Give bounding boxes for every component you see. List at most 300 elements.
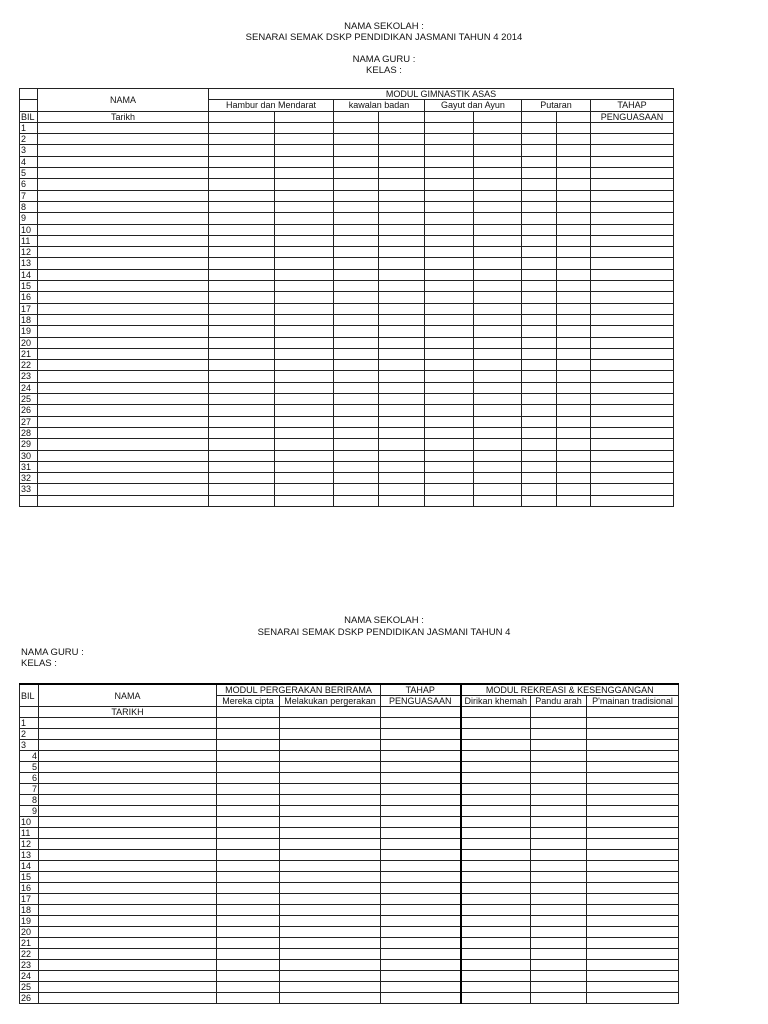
student-name-cell[interactable] [39, 817, 217, 828]
skill-check-cell[interactable] [209, 360, 275, 371]
skill-check-cell[interactable] [461, 927, 531, 938]
skill-check-cell[interactable] [474, 450, 522, 461]
skill-check-cell[interactable] [461, 883, 531, 894]
student-name-cell[interactable] [39, 894, 217, 905]
skill-check-cell[interactable] [587, 960, 679, 971]
student-name-cell[interactable] [38, 303, 209, 314]
skill-check-cell[interactable] [334, 235, 379, 246]
student-name-cell[interactable] [38, 461, 209, 472]
skill-check-cell[interactable] [280, 817, 381, 828]
skill-check-cell[interactable] [531, 784, 587, 795]
date-cell[interactable] [461, 707, 531, 718]
skill-check-cell[interactable] [425, 439, 474, 450]
skill-check-cell[interactable] [209, 179, 275, 190]
skill-check-cell[interactable] [280, 905, 381, 916]
tahap-cell[interactable] [591, 461, 674, 472]
tahap-cell[interactable] [381, 795, 461, 806]
student-name-cell[interactable] [39, 718, 217, 729]
skill-check-cell[interactable] [461, 872, 531, 883]
skill-check-cell[interactable] [379, 224, 425, 235]
skill-check-cell[interactable] [425, 145, 474, 156]
skill-check-cell[interactable] [522, 450, 557, 461]
skill-check-cell[interactable] [379, 179, 425, 190]
skill-check-cell[interactable] [209, 213, 275, 224]
skill-check-cell[interactable] [379, 484, 425, 495]
skill-check-cell[interactable] [209, 122, 275, 133]
skill-check-cell[interactable] [461, 894, 531, 905]
skill-check-cell[interactable] [275, 382, 334, 393]
skill-check-cell[interactable] [587, 828, 679, 839]
skill-check-cell[interactable] [334, 134, 379, 145]
skill-check-cell[interactable] [217, 938, 280, 949]
skill-check-cell[interactable] [280, 927, 381, 938]
skill-check-cell[interactable] [425, 122, 474, 133]
skill-check-cell[interactable] [557, 190, 591, 201]
skill-check-cell[interactable] [280, 971, 381, 982]
skill-check-cell[interactable] [209, 473, 275, 484]
tahap-cell[interactable] [381, 729, 461, 740]
skill-check-cell[interactable] [522, 416, 557, 427]
student-name-cell[interactable] [39, 828, 217, 839]
skill-check-cell[interactable] [217, 839, 280, 850]
tahap-cell[interactable] [591, 145, 674, 156]
tahap-cell[interactable] [591, 235, 674, 246]
student-name-cell[interactable] [38, 337, 209, 348]
skill-check-cell[interactable] [275, 348, 334, 359]
tahap-cell[interactable] [591, 190, 674, 201]
skill-check-cell[interactable] [275, 337, 334, 348]
skill-check-cell[interactable] [209, 371, 275, 382]
tahap-cell[interactable] [591, 122, 674, 133]
skill-check-cell[interactable] [275, 258, 334, 269]
skill-check-cell[interactable] [474, 337, 522, 348]
skill-check-cell[interactable] [209, 201, 275, 212]
skill-check-cell[interactable] [275, 292, 334, 303]
skill-check-cell[interactable] [379, 337, 425, 348]
date-cell[interactable] [557, 111, 591, 122]
skill-check-cell[interactable] [217, 916, 280, 927]
skill-check-cell[interactable] [474, 461, 522, 472]
skill-check-cell[interactable] [531, 795, 587, 806]
skill-check-cell[interactable] [217, 817, 280, 828]
skill-check-cell[interactable] [217, 982, 280, 993]
student-name-cell[interactable] [38, 326, 209, 337]
tahap-cell[interactable] [591, 281, 674, 292]
skill-check-cell[interactable] [557, 360, 591, 371]
tahap-cell[interactable] [591, 258, 674, 269]
skill-check-cell[interactable] [334, 145, 379, 156]
skill-check-cell[interactable] [461, 817, 531, 828]
skill-check-cell[interactable] [275, 213, 334, 224]
skill-check-cell[interactable] [474, 303, 522, 314]
skill-check-cell[interactable] [522, 201, 557, 212]
date-cell[interactable] [379, 111, 425, 122]
skill-check-cell[interactable] [474, 348, 522, 359]
tahap-cell[interactable] [381, 883, 461, 894]
student-name-cell[interactable] [38, 168, 209, 179]
skill-check-cell[interactable] [334, 224, 379, 235]
skill-check-cell[interactable] [474, 213, 522, 224]
skill-check-cell[interactable] [425, 179, 474, 190]
skill-check-cell[interactable] [209, 156, 275, 167]
skill-check-cell[interactable] [461, 949, 531, 960]
skill-check-cell[interactable] [379, 495, 425, 506]
skill-check-cell[interactable] [280, 872, 381, 883]
skill-check-cell[interactable] [425, 450, 474, 461]
tahap-cell[interactable] [591, 156, 674, 167]
skill-check-cell[interactable] [522, 427, 557, 438]
skill-check-cell[interactable] [334, 371, 379, 382]
tahap-cell[interactable] [381, 938, 461, 949]
student-name-cell[interactable] [38, 145, 209, 156]
skill-check-cell[interactable] [461, 773, 531, 784]
skill-check-cell[interactable] [522, 292, 557, 303]
student-name-cell[interactable] [38, 405, 209, 416]
skill-check-cell[interactable] [522, 156, 557, 167]
skill-check-cell[interactable] [334, 495, 379, 506]
student-name-cell[interactable] [38, 247, 209, 258]
skill-check-cell[interactable] [425, 405, 474, 416]
skill-check-cell[interactable] [474, 473, 522, 484]
skill-check-cell[interactable] [217, 949, 280, 960]
tahap-cell[interactable] [381, 905, 461, 916]
skill-check-cell[interactable] [522, 348, 557, 359]
student-name-cell[interactable] [38, 450, 209, 461]
tahap-cell[interactable] [591, 360, 674, 371]
skill-check-cell[interactable] [461, 828, 531, 839]
skill-check-cell[interactable] [209, 269, 275, 280]
skill-check-cell[interactable] [425, 281, 474, 292]
skill-check-cell[interactable] [557, 235, 591, 246]
skill-check-cell[interactable] [474, 371, 522, 382]
skill-check-cell[interactable] [522, 326, 557, 337]
student-name-cell[interactable] [39, 960, 217, 971]
student-name-cell[interactable] [38, 190, 209, 201]
skill-check-cell[interactable] [557, 484, 591, 495]
skill-check-cell[interactable] [474, 168, 522, 179]
skill-check-cell[interactable] [217, 960, 280, 971]
student-name-cell[interactable] [38, 360, 209, 371]
skill-check-cell[interactable] [379, 326, 425, 337]
tahap-cell[interactable] [591, 213, 674, 224]
student-name-cell[interactable] [38, 281, 209, 292]
skill-check-cell[interactable] [587, 718, 679, 729]
skill-check-cell[interactable] [280, 949, 381, 960]
skill-check-cell[interactable] [522, 281, 557, 292]
skill-check-cell[interactable] [334, 394, 379, 405]
skill-check-cell[interactable] [275, 427, 334, 438]
student-name-cell[interactable] [38, 134, 209, 145]
skill-check-cell[interactable] [587, 751, 679, 762]
tahap-cell[interactable] [381, 828, 461, 839]
skill-check-cell[interactable] [334, 269, 379, 280]
skill-check-cell[interactable] [379, 213, 425, 224]
skill-check-cell[interactable] [522, 382, 557, 393]
skill-check-cell[interactable] [425, 473, 474, 484]
skill-check-cell[interactable] [531, 773, 587, 784]
skill-check-cell[interactable] [557, 348, 591, 359]
skill-check-cell[interactable] [557, 168, 591, 179]
skill-check-cell[interactable] [587, 872, 679, 883]
skill-check-cell[interactable] [334, 247, 379, 258]
student-name-cell[interactable] [38, 382, 209, 393]
skill-check-cell[interactable] [379, 190, 425, 201]
skill-check-cell[interactable] [425, 292, 474, 303]
student-name-cell[interactable] [38, 269, 209, 280]
student-name-cell[interactable] [39, 872, 217, 883]
skill-check-cell[interactable] [280, 718, 381, 729]
skill-check-cell[interactable] [217, 850, 280, 861]
tahap-cell[interactable] [591, 371, 674, 382]
skill-check-cell[interactable] [522, 224, 557, 235]
skill-check-cell[interactable] [474, 484, 522, 495]
tahap-cell[interactable] [381, 773, 461, 784]
skill-check-cell[interactable] [557, 371, 591, 382]
skill-check-cell[interactable] [379, 145, 425, 156]
skill-check-cell[interactable] [425, 461, 474, 472]
skill-check-cell[interactable] [522, 122, 557, 133]
tahap-cell[interactable] [591, 314, 674, 325]
skill-check-cell[interactable] [587, 993, 679, 1004]
skill-check-cell[interactable] [557, 292, 591, 303]
student-name-cell[interactable] [38, 416, 209, 427]
skill-check-cell[interactable] [275, 405, 334, 416]
skill-check-cell[interactable] [587, 729, 679, 740]
student-name-cell[interactable] [39, 784, 217, 795]
skill-check-cell[interactable] [522, 439, 557, 450]
tahap-cell[interactable] [381, 894, 461, 905]
date-cell[interactable] [275, 111, 334, 122]
skill-check-cell[interactable] [557, 314, 591, 325]
skill-check-cell[interactable] [531, 861, 587, 872]
student-name-cell[interactable] [39, 916, 217, 927]
skill-check-cell[interactable] [379, 473, 425, 484]
date-cell[interactable] [474, 111, 522, 122]
skill-check-cell[interactable] [334, 190, 379, 201]
skill-check-cell[interactable] [280, 861, 381, 872]
student-name-cell[interactable] [38, 484, 209, 495]
date-cell[interactable] [334, 111, 379, 122]
student-name-cell[interactable] [39, 740, 217, 751]
skill-check-cell[interactable] [531, 927, 587, 938]
skill-check-cell[interactable] [587, 817, 679, 828]
tahap-cell[interactable] [381, 806, 461, 817]
tahap-cell[interactable] [591, 168, 674, 179]
skill-check-cell[interactable] [217, 795, 280, 806]
skill-check-cell[interactable] [557, 450, 591, 461]
skill-check-cell[interactable] [425, 427, 474, 438]
tahap-cell[interactable] [591, 201, 674, 212]
skill-check-cell[interactable] [209, 348, 275, 359]
skill-check-cell[interactable] [379, 281, 425, 292]
skill-check-cell[interactable] [217, 894, 280, 905]
tahap-cell[interactable] [381, 839, 461, 850]
skill-check-cell[interactable] [275, 495, 334, 506]
skill-check-cell[interactable] [209, 427, 275, 438]
student-name-cell[interactable] [39, 938, 217, 949]
tahap-cell[interactable] [591, 382, 674, 393]
student-name-cell[interactable] [38, 122, 209, 133]
tahap-cell[interactable] [381, 960, 461, 971]
skill-check-cell[interactable] [474, 314, 522, 325]
student-name-cell[interactable] [39, 927, 217, 938]
skill-check-cell[interactable] [280, 806, 381, 817]
skill-check-cell[interactable] [425, 394, 474, 405]
skill-check-cell[interactable] [217, 806, 280, 817]
skill-check-cell[interactable] [217, 971, 280, 982]
skill-check-cell[interactable] [275, 371, 334, 382]
skill-check-cell[interactable] [379, 303, 425, 314]
tahap-cell[interactable] [381, 872, 461, 883]
skill-check-cell[interactable] [334, 416, 379, 427]
skill-check-cell[interactable] [209, 394, 275, 405]
skill-check-cell[interactable] [461, 938, 531, 949]
skill-check-cell[interactable] [531, 894, 587, 905]
skill-check-cell[interactable] [209, 484, 275, 495]
student-name-cell[interactable] [38, 213, 209, 224]
skill-check-cell[interactable] [425, 258, 474, 269]
skill-check-cell[interactable] [531, 883, 587, 894]
skill-check-cell[interactable] [379, 416, 425, 427]
skill-check-cell[interactable] [557, 179, 591, 190]
skill-check-cell[interactable] [557, 439, 591, 450]
skill-check-cell[interactable] [425, 337, 474, 348]
skill-check-cell[interactable] [334, 348, 379, 359]
skill-check-cell[interactable] [425, 213, 474, 224]
skill-check-cell[interactable] [209, 314, 275, 325]
skill-check-cell[interactable] [474, 360, 522, 371]
skill-check-cell[interactable] [531, 817, 587, 828]
skill-check-cell[interactable] [334, 473, 379, 484]
skill-check-cell[interactable] [522, 258, 557, 269]
skill-check-cell[interactable] [280, 894, 381, 905]
skill-check-cell[interactable] [461, 850, 531, 861]
skill-check-cell[interactable] [280, 938, 381, 949]
skill-check-cell[interactable] [334, 427, 379, 438]
skill-check-cell[interactable] [522, 213, 557, 224]
skill-check-cell[interactable] [379, 122, 425, 133]
skill-check-cell[interactable] [557, 247, 591, 258]
skill-check-cell[interactable] [474, 495, 522, 506]
skill-check-cell[interactable] [557, 394, 591, 405]
skill-check-cell[interactable] [531, 938, 587, 949]
skill-check-cell[interactable] [522, 371, 557, 382]
tahap-cell[interactable] [381, 784, 461, 795]
skill-check-cell[interactable] [379, 292, 425, 303]
skill-check-cell[interactable] [379, 360, 425, 371]
skill-check-cell[interactable] [275, 156, 334, 167]
student-name-cell[interactable] [39, 795, 217, 806]
skill-check-cell[interactable] [209, 405, 275, 416]
skill-check-cell[interactable] [425, 484, 474, 495]
skill-check-cell[interactable] [334, 122, 379, 133]
tahap-cell[interactable] [591, 439, 674, 450]
skill-check-cell[interactable] [334, 326, 379, 337]
skill-check-cell[interactable] [587, 806, 679, 817]
skill-check-cell[interactable] [557, 134, 591, 145]
skill-check-cell[interactable] [379, 394, 425, 405]
tahap-cell[interactable] [591, 450, 674, 461]
date-cell[interactable] [217, 707, 280, 718]
skill-check-cell[interactable] [425, 134, 474, 145]
skill-check-cell[interactable] [522, 179, 557, 190]
skill-check-cell[interactable] [275, 168, 334, 179]
student-name-cell[interactable] [38, 258, 209, 269]
skill-check-cell[interactable] [209, 461, 275, 472]
skill-check-cell[interactable] [379, 269, 425, 280]
skill-check-cell[interactable] [334, 484, 379, 495]
skill-check-cell[interactable] [557, 405, 591, 416]
student-name-cell[interactable] [39, 861, 217, 872]
skill-check-cell[interactable] [217, 718, 280, 729]
skill-check-cell[interactable] [275, 145, 334, 156]
student-name-cell[interactable] [38, 348, 209, 359]
skill-check-cell[interactable] [587, 762, 679, 773]
skill-check-cell[interactable] [379, 258, 425, 269]
skill-check-cell[interactable] [334, 201, 379, 212]
student-name-cell[interactable] [38, 292, 209, 303]
skill-check-cell[interactable] [425, 371, 474, 382]
skill-check-cell[interactable] [280, 828, 381, 839]
skill-check-cell[interactable] [587, 839, 679, 850]
skill-check-cell[interactable] [275, 190, 334, 201]
skill-check-cell[interactable] [209, 326, 275, 337]
skill-check-cell[interactable] [425, 269, 474, 280]
skill-check-cell[interactable] [531, 960, 587, 971]
skill-check-cell[interactable] [334, 439, 379, 450]
skill-check-cell[interactable] [275, 484, 334, 495]
tahap-cell[interactable] [591, 473, 674, 484]
skill-check-cell[interactable] [280, 993, 381, 1004]
date-cell[interactable] [522, 111, 557, 122]
skill-check-cell[interactable] [531, 806, 587, 817]
skill-check-cell[interactable] [531, 993, 587, 1004]
student-name-cell[interactable] [39, 883, 217, 894]
skill-check-cell[interactable] [425, 201, 474, 212]
skill-check-cell[interactable] [474, 405, 522, 416]
skill-check-cell[interactable] [425, 235, 474, 246]
tahap-cell[interactable] [381, 817, 461, 828]
skill-check-cell[interactable] [461, 784, 531, 795]
skill-check-cell[interactable] [275, 179, 334, 190]
skill-check-cell[interactable] [587, 773, 679, 784]
skill-check-cell[interactable] [425, 156, 474, 167]
skill-check-cell[interactable] [557, 326, 591, 337]
date-cell[interactable] [531, 707, 587, 718]
skill-check-cell[interactable] [474, 281, 522, 292]
tahap-cell[interactable] [591, 427, 674, 438]
skill-check-cell[interactable] [379, 371, 425, 382]
skill-check-cell[interactable] [522, 134, 557, 145]
skill-check-cell[interactable] [334, 258, 379, 269]
skill-check-cell[interactable] [531, 718, 587, 729]
skill-check-cell[interactable] [531, 905, 587, 916]
student-name-cell[interactable] [38, 371, 209, 382]
skill-check-cell[interactable] [522, 337, 557, 348]
tahap-cell[interactable] [591, 247, 674, 258]
skill-check-cell[interactable] [209, 235, 275, 246]
skill-check-cell[interactable] [474, 427, 522, 438]
skill-check-cell[interactable] [209, 292, 275, 303]
tahap-cell[interactable] [591, 269, 674, 280]
date-cell[interactable] [587, 707, 679, 718]
student-name-cell[interactable] [38, 439, 209, 450]
skill-check-cell[interactable] [379, 439, 425, 450]
skill-check-cell[interactable] [474, 156, 522, 167]
skill-check-cell[interactable] [461, 762, 531, 773]
skill-check-cell[interactable] [474, 145, 522, 156]
tahap-cell[interactable] [381, 982, 461, 993]
